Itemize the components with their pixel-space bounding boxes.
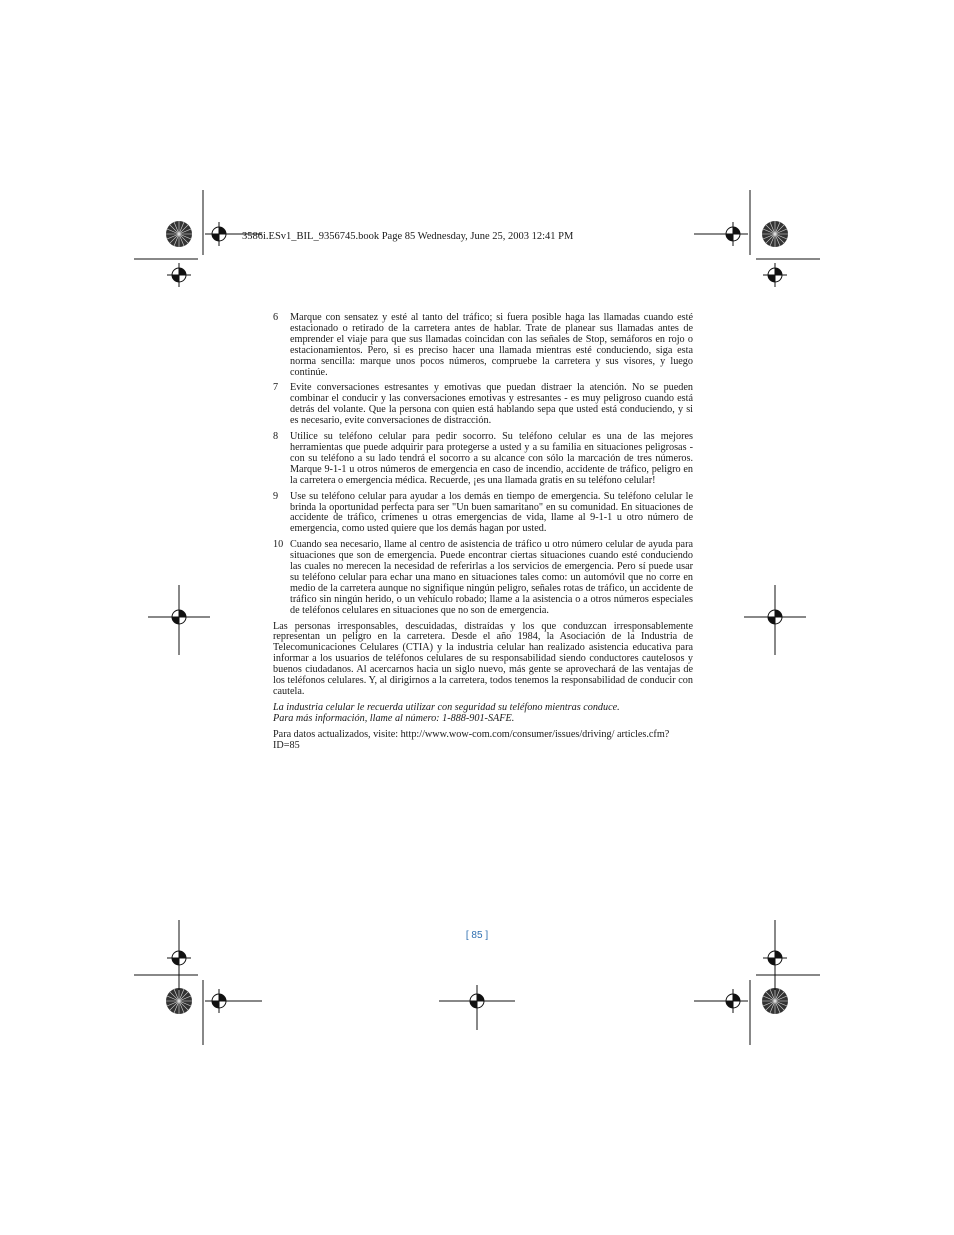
list-item-number: 8 xyxy=(273,431,279,443)
list-item-number: 6 xyxy=(273,312,279,323)
list-item-text: Utilice su teléfono celular para pedir socorro. Su teléfono celular es una de las mejores herramientas que puede adquirir para protegerse a usted y a su familia en situaciones peligrosas - con su teléfono a su lado tendrá el socorro a su alcance con sólo la marcación de tres números. Marque 9-1-1 u otros números de emergencia en caso de incendio, accidente de tráfico, peligro en la carretera o emergencia médica. Recuerde, ¡es una llamada gratis en su teléfono celular! xyxy=(290,431,693,486)
safety-reminder-line-2: Para más información, llame al número: 1-888-901-SAFE. xyxy=(273,712,515,724)
registration-star-top-right xyxy=(762,221,788,247)
list-item-number: 7 xyxy=(273,382,279,394)
list-item xyxy=(273,492,693,536)
safety-reminder-line-1: La industria celular le recuerda utilizar con seguridad su teléfono mientras conduce. xyxy=(273,701,620,713)
registration-star-bottom-left xyxy=(166,988,192,1014)
registration-star-top-left xyxy=(166,221,192,247)
list-item xyxy=(273,383,693,427)
list-item xyxy=(273,432,693,487)
list-item xyxy=(273,313,693,378)
list-item xyxy=(273,540,693,616)
info-link-paragraph: Para datos actualizados, visite: http://www.wow-com.com/consumer/issues/driving/ articles.cfm?ID=85 xyxy=(273,728,670,751)
list-item-text: Marque con sensatez y esté al tanto del tráfico; si fuera posible haga las llamadas cuando esté estacionado o retirado de la carretera antes de hablar. Trate de planear sus llamadas antes de emprender el viaje para que sus llamadas coincidan con las señales de Stop, semáforos en rojo o estacionamientos. Pero, si es preciso hacer una llamada mientras esté conduciendo, siga esta norma sencilla: marque unos pocos números, compruebe la carretera y sus visores, y luego continúe. xyxy=(290,312,693,378)
page-number: [ 85 ] xyxy=(465,930,489,941)
closing-paragraph: Las personas irresponsables, descuidadas, distraídas y los que conduzcan irresponsablemente representan un peligro en la carretera. Desde el año 1984, la Asociación de la Industria de Telecomunicaciones Celulares (CTIA) y la industria celular han realizado asistencia educativa para informar a los usuarios de teléfonos celulares de su responsabilidad siendo conductores cautelosos y buenos ciudadanos. Al acercarnos hacia un siglo nuevo, más gente se aprovechará de las ventajas de los teléfonos celulares. Y, al dirigirnos a la carretera, todos tenemos la responsabilidad de conducir con cautela. xyxy=(273,620,693,697)
list-item-number: 10 xyxy=(273,539,284,551)
safety-reminder xyxy=(273,703,693,725)
list-item-text: Cuando sea necesario, llame al centro de asistencia de tráfico u otro número celular de ayuda para situaciones que son de emergencia. Puede encontrar ciertas situaciones cuando esté conduciendo las cuales no merecen la necesidad de referirlas a los servicios de emergencia. Pero sí puede usar su teléfono celular para echar una mano en situaciones tales como: un automóvil que no corre en medio de la carretera aunque no signifique ningún peligro, señales rotas de tráfico, un accidente de tráfico sin ningún herido, o un vehículo robado; llame a la asistencia o a otros números especiales de teléfonos celulares en situaciones que no son de emergencia. xyxy=(290,539,693,616)
list-item-text: Evite conversaciones estresantes y emotivas que puedan distraer la atención. No se pueden combinar el conducir y las conversaciones emotivas y estresantes - es muy peligroso cuando está detrás del volante. Que la persona con quien está hablando sepa que usted está conduciendo, y si es necesario, evite conversaciones de distracción. xyxy=(290,382,693,427)
file-info-header: 3586i.ESv1_BIL_9356745.book Page 85 Wednesday, June 25, 2003 12:41 PM xyxy=(242,231,574,242)
list-item-text: Use su teléfono celular para ayudar a los demás en tiempo de emergencia. Su teléfono celular le brinda la oportunidad perfecta para ser "Un buen samaritano" en su comunidad. En situaciones de accidente de tráfico, crímenes u otras emergencias de vida, llame al 9-1-1 u otro número de emergencia, como usted quiere que los demás hagan por usted. xyxy=(290,490,693,535)
registration-star-bottom-right xyxy=(762,988,788,1014)
document-body xyxy=(273,313,693,757)
list-item-number: 9 xyxy=(273,490,279,502)
